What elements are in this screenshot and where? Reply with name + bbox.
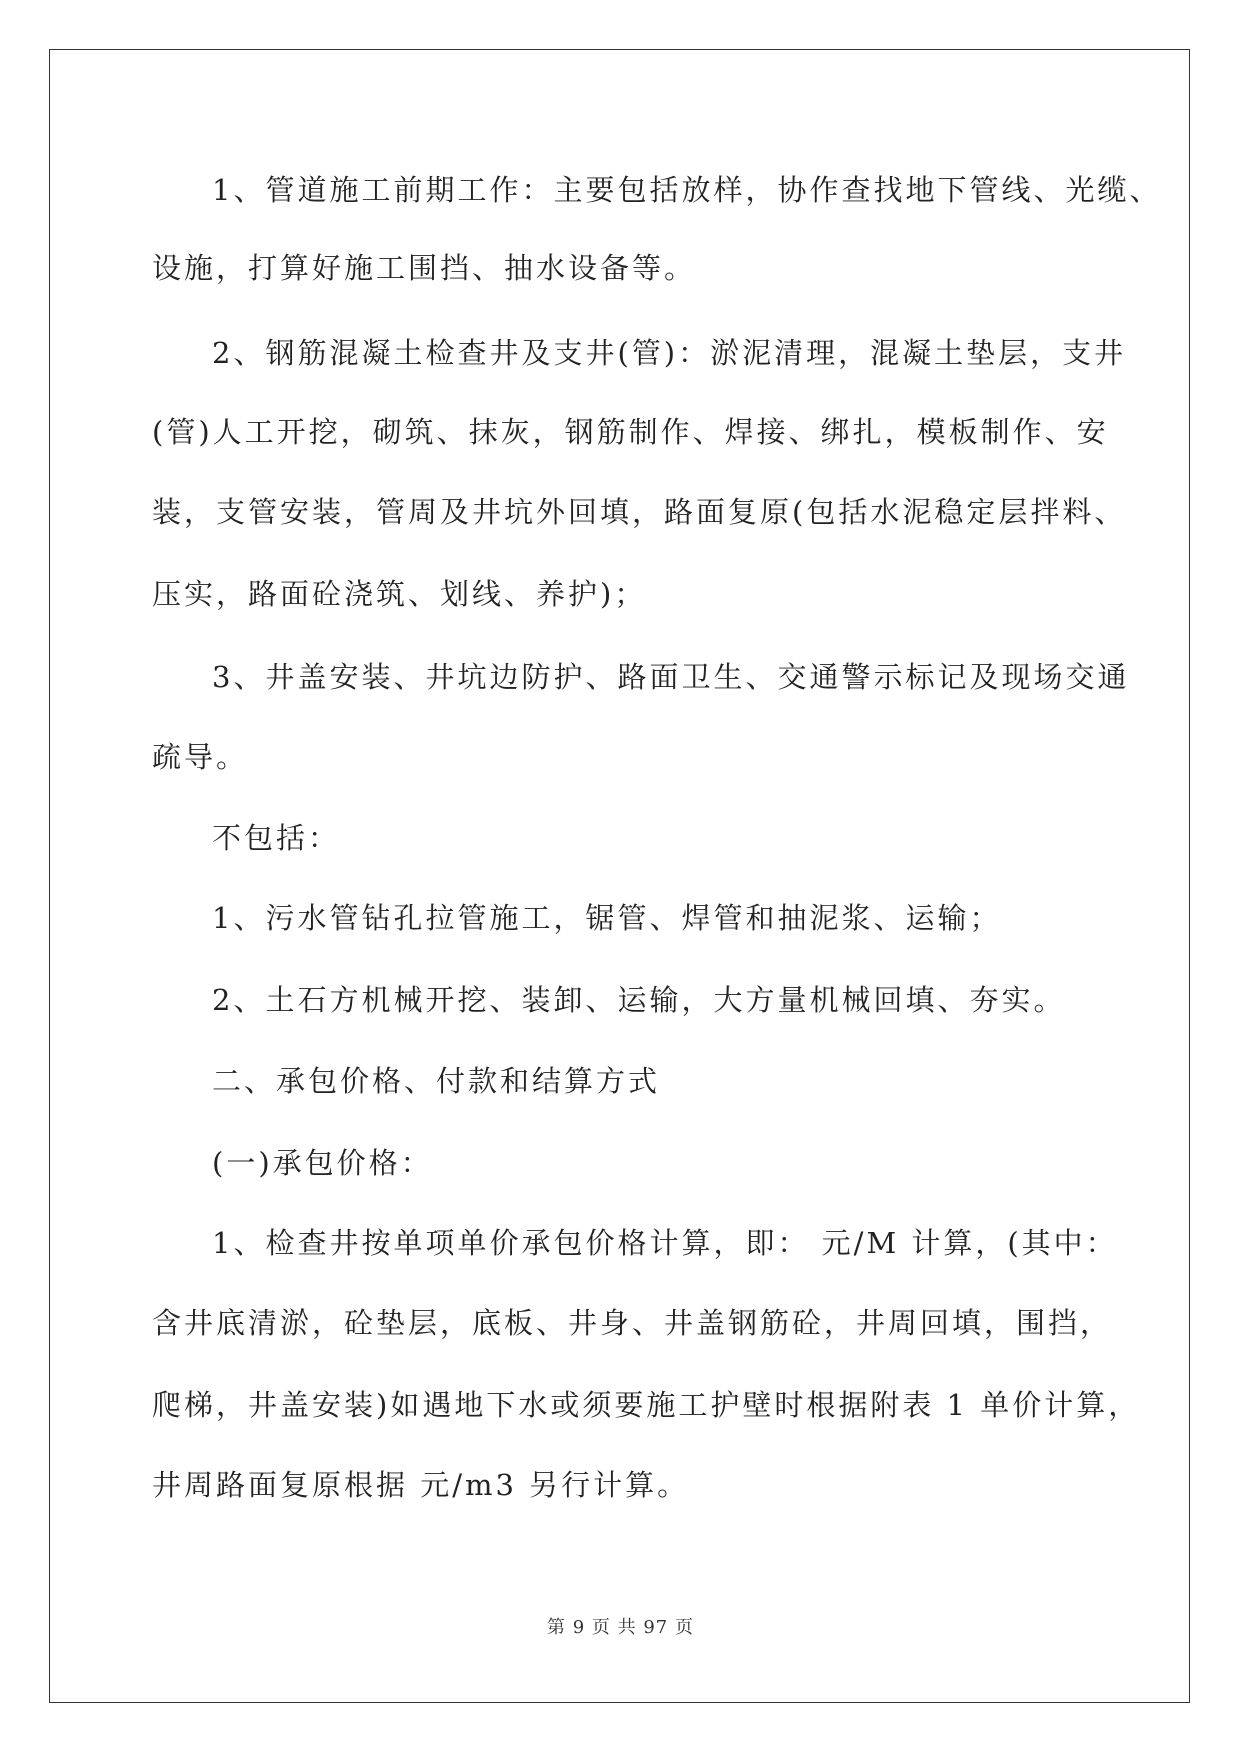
- paragraph-line: 2、钢筋混凝土检查井及支井(管)：淤泥清理，混凝土垫层，支井: [212, 336, 1127, 370]
- paragraph-line: 井周路面复原根据 元/m3 另行计算。: [152, 1468, 690, 1502]
- paragraph-line: (管)人工开挖，砌筑、抹灰，钢筋制作、焊接、绑扎，模板制作、安: [152, 415, 1109, 449]
- paragraph-line: 1、污水管钻孔拉管施工，锯管、焊管和抽泥浆、运输；: [212, 901, 1002, 935]
- paragraph-line: 3、井盖安装、井坑边防护、路面卫生、交通警示标记及现场交通: [212, 660, 1130, 694]
- paragraph-line: 2、土石方机械开挖、装卸、运输，大方量机械回填、夯实。: [212, 983, 1066, 1017]
- section-heading: 二、承包价格、付款和结算方式: [212, 1064, 661, 1098]
- paragraph-line: 压实，路面砼浇筑、划线、养护)；: [152, 577, 647, 611]
- page-footer: 第 9 页 共 97 页: [547, 1617, 694, 1638]
- page-border: [49, 49, 1190, 1703]
- paragraph-line: 疏导。: [152, 740, 249, 774]
- subsection-heading: (一)承包价格：: [212, 1146, 433, 1180]
- paragraph-line: 含井底清淤，砼垫层，底板、井身、井盖钢筋砼，井周回填，围挡，: [152, 1306, 1113, 1340]
- paragraph-line: 装，支管安装，管周及井坑外回填，路面复原(包括水泥稳定层拌料、: [152, 495, 1127, 529]
- paragraph-line: 爬梯，井盖安装)如遇地下水或须要施工护壁时根据附表 1 单价计算，: [152, 1388, 1141, 1422]
- paragraph-line: 1、检查井按单项单价承包价格计算，即： 元/M 计算，(其中：: [212, 1226, 1118, 1260]
- paragraph-line: 1、管道施工前期工作：主要包括放样，协作查找地下管线、光缆、: [212, 173, 1162, 207]
- paragraph-line: 设施，打算好施工围挡、抽水设备等。: [152, 251, 697, 285]
- paragraph-line: 不包括：: [212, 821, 341, 855]
